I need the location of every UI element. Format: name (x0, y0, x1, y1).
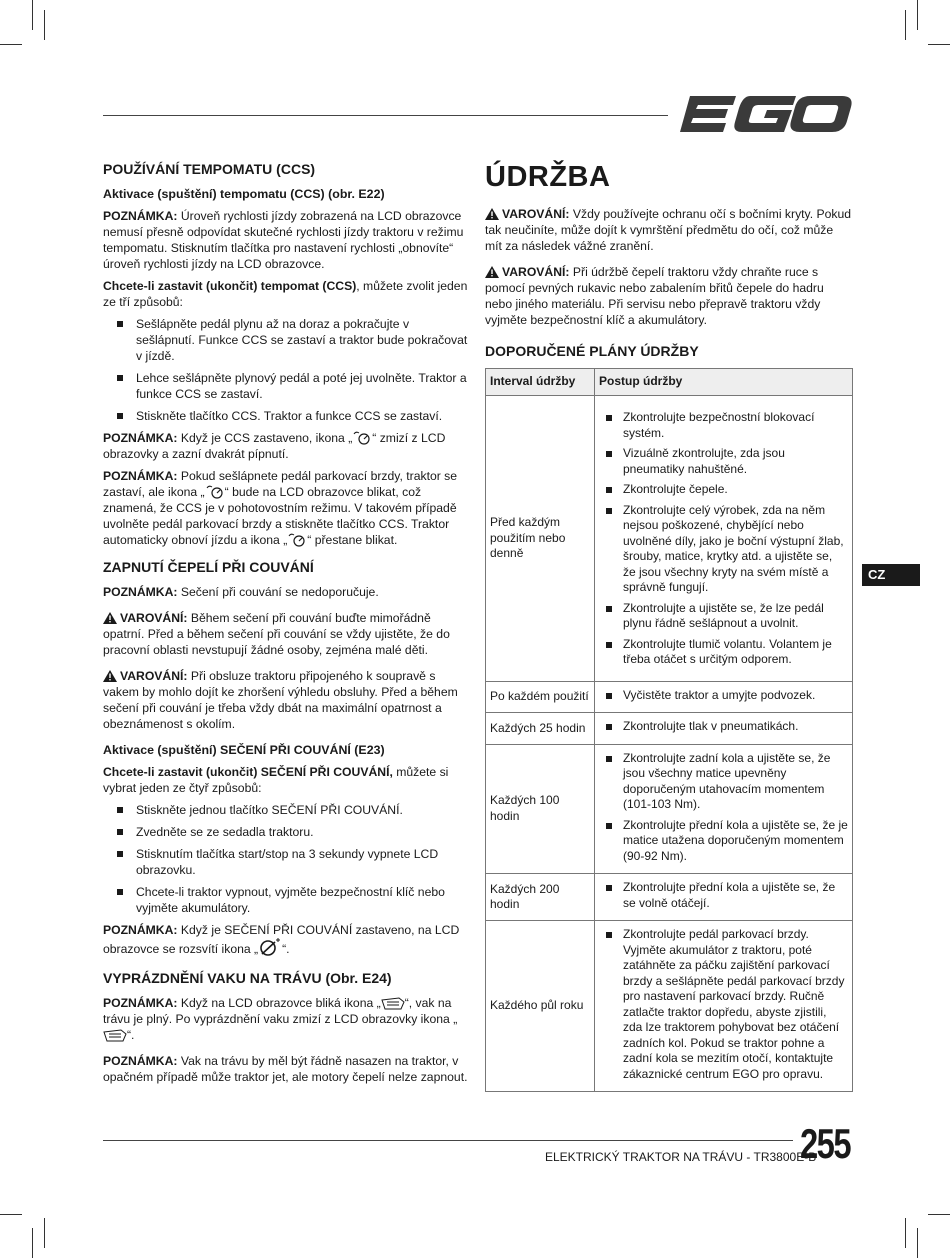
note: POZNÁMKA: Úroveň rychlosti jízdy zobrazená na LCD obrazovce nemusí přesně odpovídat skutečné rychlosti jízdy traktoru v režimu tempomatu. Stisknutím tlačítka pro nastavení rychlosti „obnovíte“ úroveň rychlosti jízdy na LCD obrazovce. (103, 209, 464, 271)
grass-bag-icon (103, 1029, 127, 1042)
list-item: Zkontrolujte zadní kola a ujistěte se, že jsou všechny matice upevněny doporučeným utahovacím momentem (101-103 Nm). (599, 751, 848, 813)
table-row (486, 874, 853, 921)
table-row (486, 681, 853, 713)
list-item: Zkontrolujte a ujistěte se, že lze pedál plynu řádně sešlápnout a uvolnit. (599, 601, 848, 632)
left-column (103, 160, 471, 1091)
maintenance-plans-title: DOPORUČENÉ PLÁNY ÚDRŽBY (485, 343, 699, 359)
cruise-control-icon (205, 485, 225, 499)
warning: VAROVÁNÍ: Vždy používejte ochranu očí s bočními kryty. Pokud tak neučiníte, může dojít k vymrštění předmětu do očí, což může mít za následek vážné zranění. (485, 207, 852, 253)
ego-logo (680, 92, 852, 136)
warning-icon (485, 208, 499, 220)
list-item: Stisknutím tlačítka start/stop na 3 sekundy vypnete LCD obrazovku. (103, 846, 471, 878)
list-item: Zkontrolujte bezpečnostní blokovací systém. (599, 410, 848, 441)
procedure-cell (595, 396, 853, 682)
page-number: 255 (800, 1120, 850, 1167)
section-title-reverse-mowing: ZAPNUTÍ ČEPELÍ PŘI COUVÁNÍ (103, 559, 314, 575)
language-tab: CZ (862, 564, 920, 586)
procedure-cell (595, 874, 853, 921)
subsection-activate-reverse: Aktivace (spuštění) SEČENÍ PŘI COUVÁNÍ (E23) (103, 743, 385, 757)
column-header: Interval údržby (486, 369, 595, 396)
stop-ccs-list (103, 316, 471, 424)
table-row (486, 744, 853, 874)
subsection-activate-ccs: Aktivace (spuštění) tempomatu (CCS) (obr. E22) (103, 187, 385, 201)
list-item: Vizuálně zkontrolujte, zda jsou pneumatiky nahuštěné. (599, 446, 848, 477)
cruise-control-icon (352, 431, 372, 445)
list-item: Stiskněte jednou tlačítko SEČENÍ PŘI COUVÁNÍ. (103, 802, 471, 818)
note: POZNÁMKA: Vak na trávu by měl být řádně nasazen na traktor, v opačném případě může traktor jet, ale motory čepelí nelze zapnout. (103, 1054, 468, 1084)
crop-mark (32, 0, 33, 30)
list-item: Sešlápněte pedál plynu až na doraz a pokračujte v sešlápnutí. Funkce CCS se zastaví a traktor bude pokračovat v jízdě. (103, 316, 471, 364)
procedure-cell (595, 921, 853, 1092)
section-title-cruise-control: POUŽÍVÁNÍ TEMPOMATU (CCS) (103, 161, 316, 177)
section-title-empty-bag: VYPRÁZDNĚNÍ VAKU NA TRÁVU (Obr. E24) (103, 970, 392, 986)
list-item: Chcete-li traktor vypnout, vyjměte bezpečnostní klíč nebo vyjměte akumulátory. (103, 884, 471, 916)
maintenance-title: ÚDRŽBA (485, 161, 611, 193)
interval-cell: Každých 25 hodin (486, 713, 595, 745)
list-item: Vyčistěte traktor a umyjte podvozek. (599, 688, 848, 704)
warning-icon (103, 612, 117, 624)
warning: VAROVÁNÍ: Při údržbě čepelí traktoru vždy chraňte ruce s pomocí pevných rukavic nebo zabalením břitů čepele do hadru nebo jiného materiálu. Při servisu nebo přepravě traktoru vždy vyjměte bezpečnostní klíč a akumulátory. (485, 265, 824, 327)
procedure-cell (595, 744, 853, 874)
table-row (486, 396, 853, 682)
crop-mark (928, 44, 950, 45)
crop-mark (44, 1218, 45, 1248)
warning: VAROVÁNÍ: Při obsluze traktoru připojeného k soupravě s vakem by mohlo dojít ke zhoršení výhledu obsluhy. Před a během sečení při couvání je třeba vždy dbát na maximální opatrnost a obeznámenost s okolím. (103, 669, 458, 731)
list-item: Zkontrolujte tlak v pneumatikách. (599, 719, 848, 735)
crop-mark (0, 44, 22, 45)
table-row (486, 921, 853, 1092)
note: POZNÁMKA: Když na LCD obrazovce bliká ikona „ “, vak na trávu je plný. Po vyprázdnění vaku zmizí z LCD obrazovky ikona „“. (103, 996, 458, 1042)
grass-bag-icon (381, 997, 405, 1010)
crop-mark (917, 0, 918, 30)
list-item: Zkontrolujte celý výrobek, zda na něm nejsou poškozené, chybějící nebo uvolněné díly, jako je boční výstupní žlab, šrouby, matice, krytky atd. a ujistěte se, že jsou všechny kryty na svém místě a správně fungují. (599, 503, 848, 596)
note: POZNÁMKA: Když je CCS zastaveno, ikona „ “ zmizí z LCD obrazovky a zazní dvakrát pípnutí. (103, 431, 446, 461)
interval-cell: Každého půl roku (486, 921, 595, 1092)
interval-cell: Každých 100 hodin (486, 744, 595, 874)
warning-icon (485, 266, 499, 278)
procedure-cell (595, 681, 853, 713)
crop-mark (44, 10, 45, 40)
note: POZNÁMKA: Pokud sešlápnete pedál parkovací brzdy, traktor se zastaví, ale ikona „ “ bude na LCD obrazovce blikat, což znamená, že CCS je v pohotovostním režimu. V takovém případě uvolněte pedál parkovací brzdy a stiskněte tlačítko CCS. Traktor automaticky obnoví jízdu a ikona „ “ přestane blikat. (103, 469, 458, 547)
right-column (485, 160, 853, 1092)
interval-cell: Každých 200 hodin (486, 874, 595, 921)
crop-mark (928, 1214, 950, 1215)
list-item: Lehce sešlápněte plynový pedál a poté jej uvolněte. Traktor a funkce CCS se zastaví. (103, 370, 471, 402)
list-item: Stiskněte tlačítko CCS. Traktor a funkce CCS se zastaví. (103, 408, 471, 424)
crop-mark (32, 1228, 33, 1258)
stop-ccs-intro: Chcete-li zastavit (ukončit) tempomat (CCS), můžete zvolit jeden ze tří způsobů: (103, 279, 468, 309)
reverse-mowing-icon (258, 938, 282, 956)
table-row (486, 713, 853, 745)
list-item: Zkontrolujte tlumič volantu. Volantem je třeba otáčet s určitým odporem. (599, 637, 848, 668)
note: POZNÁMKA: Když je SEČENÍ PŘI COUVÁNÍ zastaveno, na LCD obrazovce se rozsvítí ikona „ “. (103, 923, 460, 956)
list-item: Zvedněte se ze sedadla traktoru. (103, 824, 471, 840)
list-item: Zkontrolujte čepele. (599, 482, 848, 498)
crop-mark (0, 1214, 22, 1215)
procedure-cell (595, 713, 853, 745)
crop-mark (905, 10, 906, 40)
stop-reverse-intro: Chcete-li zastavit (ukončit) SEČENÍ PŘI COUVÁNÍ, můžete si vybrat jeden ze čtyř způsobů: (103, 765, 449, 795)
note: POZNÁMKA: Sečení při couvání se nedoporučuje. (103, 585, 379, 599)
maintenance-table (485, 368, 853, 1092)
list-item: Zkontrolujte pedál parkovací brzdy. Vyjměte akumulátor z traktoru, poté zatáhněte za páčku zajištění parkovací brzdy a sešlápněte pedál parkovací brzdy pro nastavení parkovací brzdy. Ručně zatlačte traktor dopředu, abyste zjistili, zda lze traktorem pohybovat bez otáčení zadních kol. Pokud se traktor pohne a zadní kola se mezitím otočí, kontaktujte zákaznické centrum EGO pro opravu. (599, 927, 848, 1082)
warning-icon (103, 670, 117, 682)
list-item: Zkontrolujte přední kola a ujistěte se, že je matice utažena doporučeným momentem (90-92 Nm). (599, 818, 848, 865)
footer-product-name: ELEKTRICKÝ TRAKTOR NA TRÁVU - TR3800E-B (545, 1150, 817, 1164)
table-header-row (486, 369, 853, 396)
list-item: Zkontrolujte přední kola a ujistěte se, že se volně otáčejí. (599, 880, 848, 911)
warning: VAROVÁNÍ: Během sečení při couvání buďte mimořádně opatrní. Před a během sečení při couvání se vždy ujistěte, že do pracovní oblasti nevstupují žádné osoby, zejména malé děti. (103, 611, 450, 657)
column-header: Postup údržby (595, 369, 853, 396)
interval-cell: Před každým použitím nebo denně (486, 396, 595, 682)
cruise-control-icon (287, 533, 307, 547)
crop-mark (905, 1218, 906, 1248)
crop-mark (917, 1228, 918, 1258)
footer-rule (103, 1140, 793, 1141)
interval-cell: Po každém použití (486, 681, 595, 713)
stop-reverse-list (103, 802, 471, 916)
header-rule (103, 115, 668, 116)
